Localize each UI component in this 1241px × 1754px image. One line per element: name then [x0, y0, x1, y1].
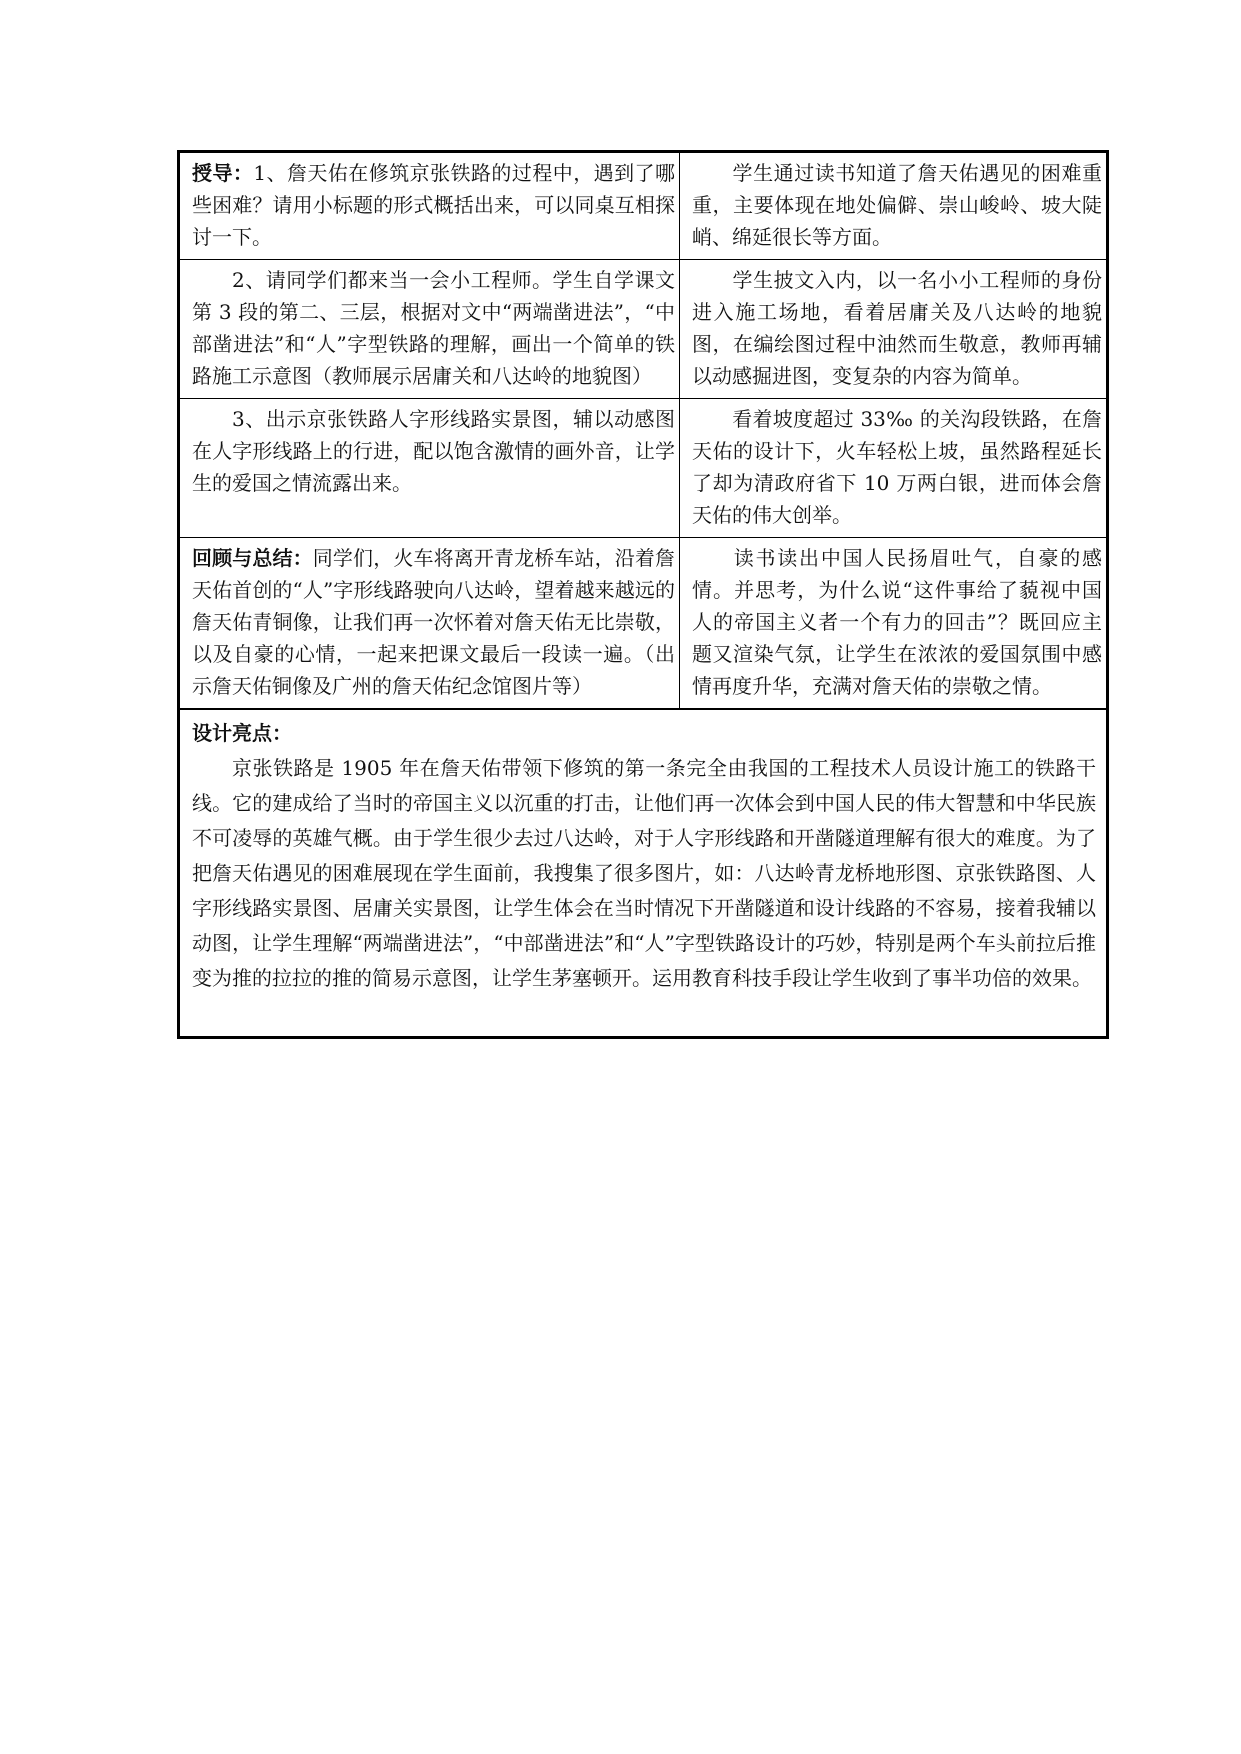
design-highlights-label: 设计亮点： [192, 721, 292, 745]
lesson-plan-table [177, 150, 1109, 1039]
step-label: 回顾与总结： [192, 546, 313, 570]
student-activity-cell [680, 538, 1108, 710]
table-row [179, 399, 1108, 538]
step-text: 同学们，火车将离开青龙桥车站，沿着詹天佑首创的“人”字形线路驶向八达岭，望着越来越远的詹天佑青铜像，让我们再一次怀着对詹天佑无比崇敬，以及自豪的心情，一起来把课文最后一段读一遍。（出示詹天佑铜像及广州的詹天佑纪念馆图片等） [192, 546, 676, 698]
teaching-step-cell [179, 260, 680, 399]
table-row [179, 538, 1108, 710]
design-highlights-cell [179, 709, 1108, 1038]
step-text: 1、詹天佑在修筑京张铁路的过程中，遇到了哪些困难？请用小标题的形式概括出来，可以同桌互相探讨一下。 [192, 161, 675, 249]
activity-text: 看着坡度超过 33‰ 的关沟段铁路，在詹天佑的设计下，火车轻松上坡，虽然路程延长了却为清政府省下 10 万两白银，进而体会詹天佑的伟大创举。 [692, 407, 1102, 527]
teaching-step-cell [179, 538, 680, 710]
activity-text: 读书读出中国人民扬眉吐气，自豪的感情。并思考，为什么说“这件事给了藐视中国人的帝国主义者一个有力的回击”？既回应主题又渲染气氛，让学生在浓浓的爱国氛围中感情再度升华，充满对詹天佑的崇敬之情。 [692, 546, 1102, 698]
student-activity-cell [680, 399, 1108, 538]
teaching-step-cell [179, 152, 680, 260]
step-text: 2、请同学们都来当一会小工程师。学生自学课文第 3 段的第二、三层，根据对文中“两端凿进法”，“中部凿进法”和“人”字型铁路的理解，画出一个简单的铁路施工示意图（教师展示居庸关和八达岭的地貌图） [192, 268, 675, 388]
step-text: 3、出示京张铁路人字形线路实景图，辅以动感图在人字形线路上的行进，配以饱含激情的画外音，让学生的爱国之情流露出来。 [192, 407, 675, 495]
teaching-step-cell [179, 399, 680, 538]
student-activity-cell [680, 260, 1108, 399]
design-highlights-row [179, 709, 1108, 1038]
activity-text: 学生通过读书知道了詹天佑遇见的困难重重，主要体现在地处偏僻、崇山峻岭、坡大陡峭、绵延很长等方面。 [692, 161, 1102, 249]
table-row [179, 152, 1108, 260]
table-row [179, 260, 1108, 399]
student-activity-cell [680, 152, 1108, 260]
design-highlights-text: 京张铁路是 1905 年在詹天佑带领下修筑的第一条完全由我国的工程技术人员设计施工的铁路干线。它的建成给了当时的帝国主义以沉重的打击，让他们再一次体会到中国人民的伟大智慧和中华民族不可凌辱的英雄气概。由于学生很少去过八达岭，对于人字形线路和开凿隧道理解有很大的难度。为了把詹天佑遇见的困难展现在学生面前，我搜集了很多图片，如：八达岭青龙桥地形图、京张铁路图、人字形线路实景图、居庸关实景图，让学生体会在当时情况下开凿隧道和设计线路的不容易，接着我辅以动图，让学生理解“两端凿进法”，“中部凿进法”和“人”字型铁路设计的巧妙，特别是两个车头前拉后推变为推的拉拉的推的简易示意图，让学生茅塞顿开。运用教育科技手段让学生收到了事半功倍的效果。 [192, 756, 1096, 990]
activity-text: 学生披文入内，以一名小小工程师的身份进入施工场地，看着居庸关及八达岭的地貌图，在编绘图过程中油然而生敬意，教师再辅以动感掘进图，变复杂的内容为简单。 [692, 268, 1102, 388]
step-label: 授导： [192, 161, 254, 185]
